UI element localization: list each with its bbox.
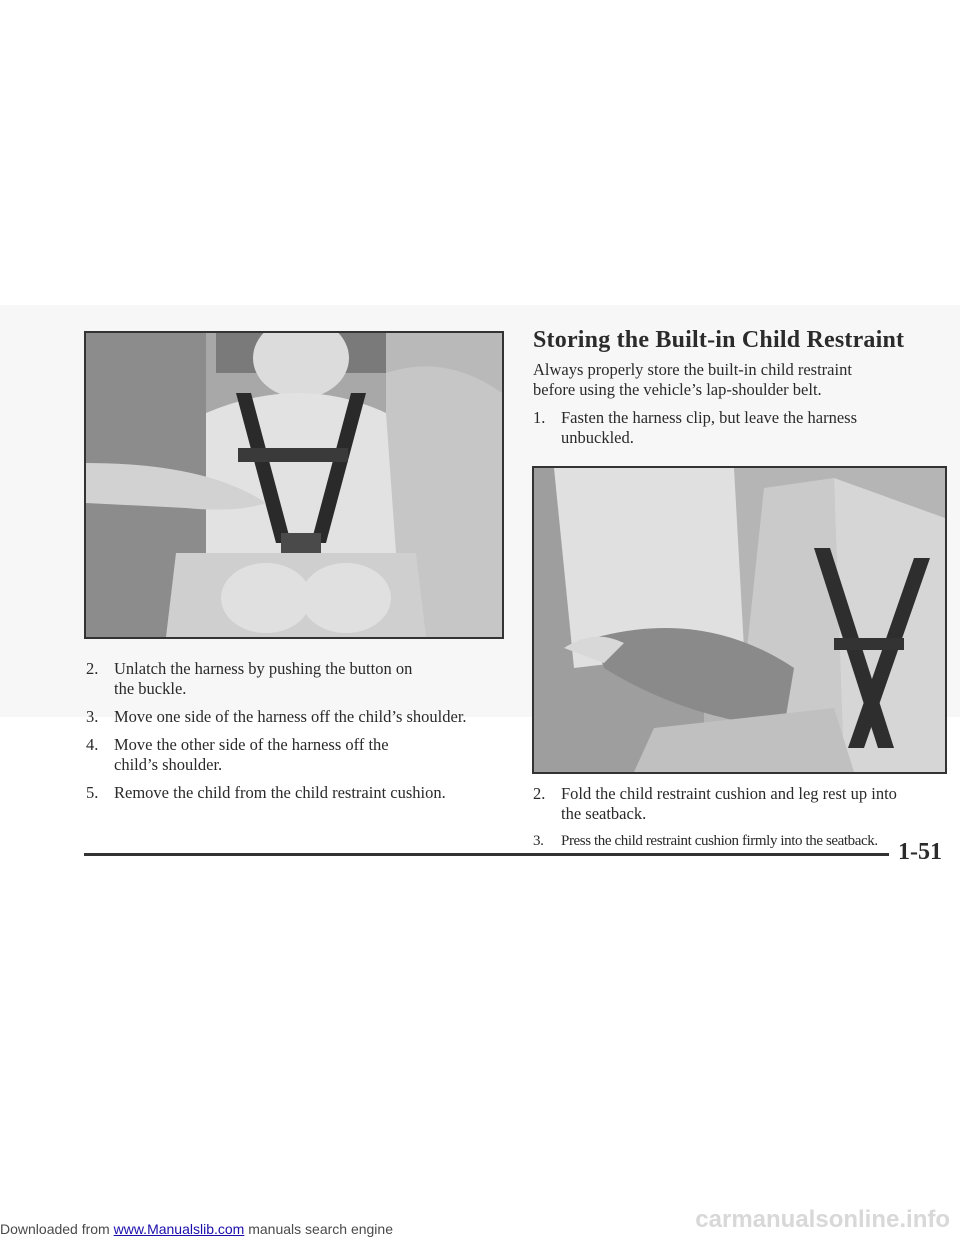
step-number: 4. (86, 735, 99, 754)
intro-line: Always properly store the built-in child restraint (533, 360, 852, 379)
step-text: Move one side of the harness off the child’s shoulder. (114, 707, 467, 726)
step-number: 1. (533, 408, 546, 427)
footer-prefix: Downloaded from (0, 1221, 114, 1237)
step-item (86, 783, 516, 803)
step-item (86, 707, 516, 727)
intro-line: before using the vehicle’s lap-shoulder belt. (533, 380, 822, 399)
step-text: Fold the child restraint cushion and leg rest up into (561, 784, 897, 803)
step-item (533, 408, 943, 448)
child-in-restraint-illustration (84, 331, 504, 639)
step-item (533, 831, 953, 851)
section-heading: Storing the Built-in Child Restraint (533, 327, 905, 353)
step-text: the buckle. (114, 679, 187, 698)
step-number: 3. (86, 707, 99, 726)
manualslib-link[interactable]: www.Manualslib.com (113, 1221, 245, 1237)
watermark: carmanualsonline.info (695, 1206, 950, 1233)
step-number: 2. (86, 659, 99, 678)
footer-suffix: manuals search engine (244, 1221, 393, 1237)
step-text: Fasten the harness clip, but leave the harness (561, 408, 857, 427)
step-number: 5. (86, 783, 99, 802)
step-text: Move the other side of the harness off the (114, 735, 389, 754)
step-item (86, 735, 506, 775)
step-item (533, 784, 943, 824)
footer-rule (84, 853, 889, 856)
intro-paragraph (533, 360, 943, 400)
step-number: 2. (533, 784, 546, 803)
download-footer (0, 1221, 393, 1237)
step-number: 3. (533, 833, 544, 849)
step-text: child’s shoulder. (114, 755, 223, 774)
step-text: Press the child restraint cushion firmly into the seatback. (561, 833, 878, 849)
step-text: Remove the child from the child restraint cushion. (114, 783, 446, 802)
step-text: the seatback. (561, 804, 647, 823)
storing-restraint-illustration (532, 466, 947, 774)
step-item (86, 659, 506, 699)
page-number: 1-51 (898, 839, 942, 865)
step-text: Unlatch the harness by pushing the button on (114, 659, 413, 678)
step-text: unbuckled. (561, 428, 634, 447)
